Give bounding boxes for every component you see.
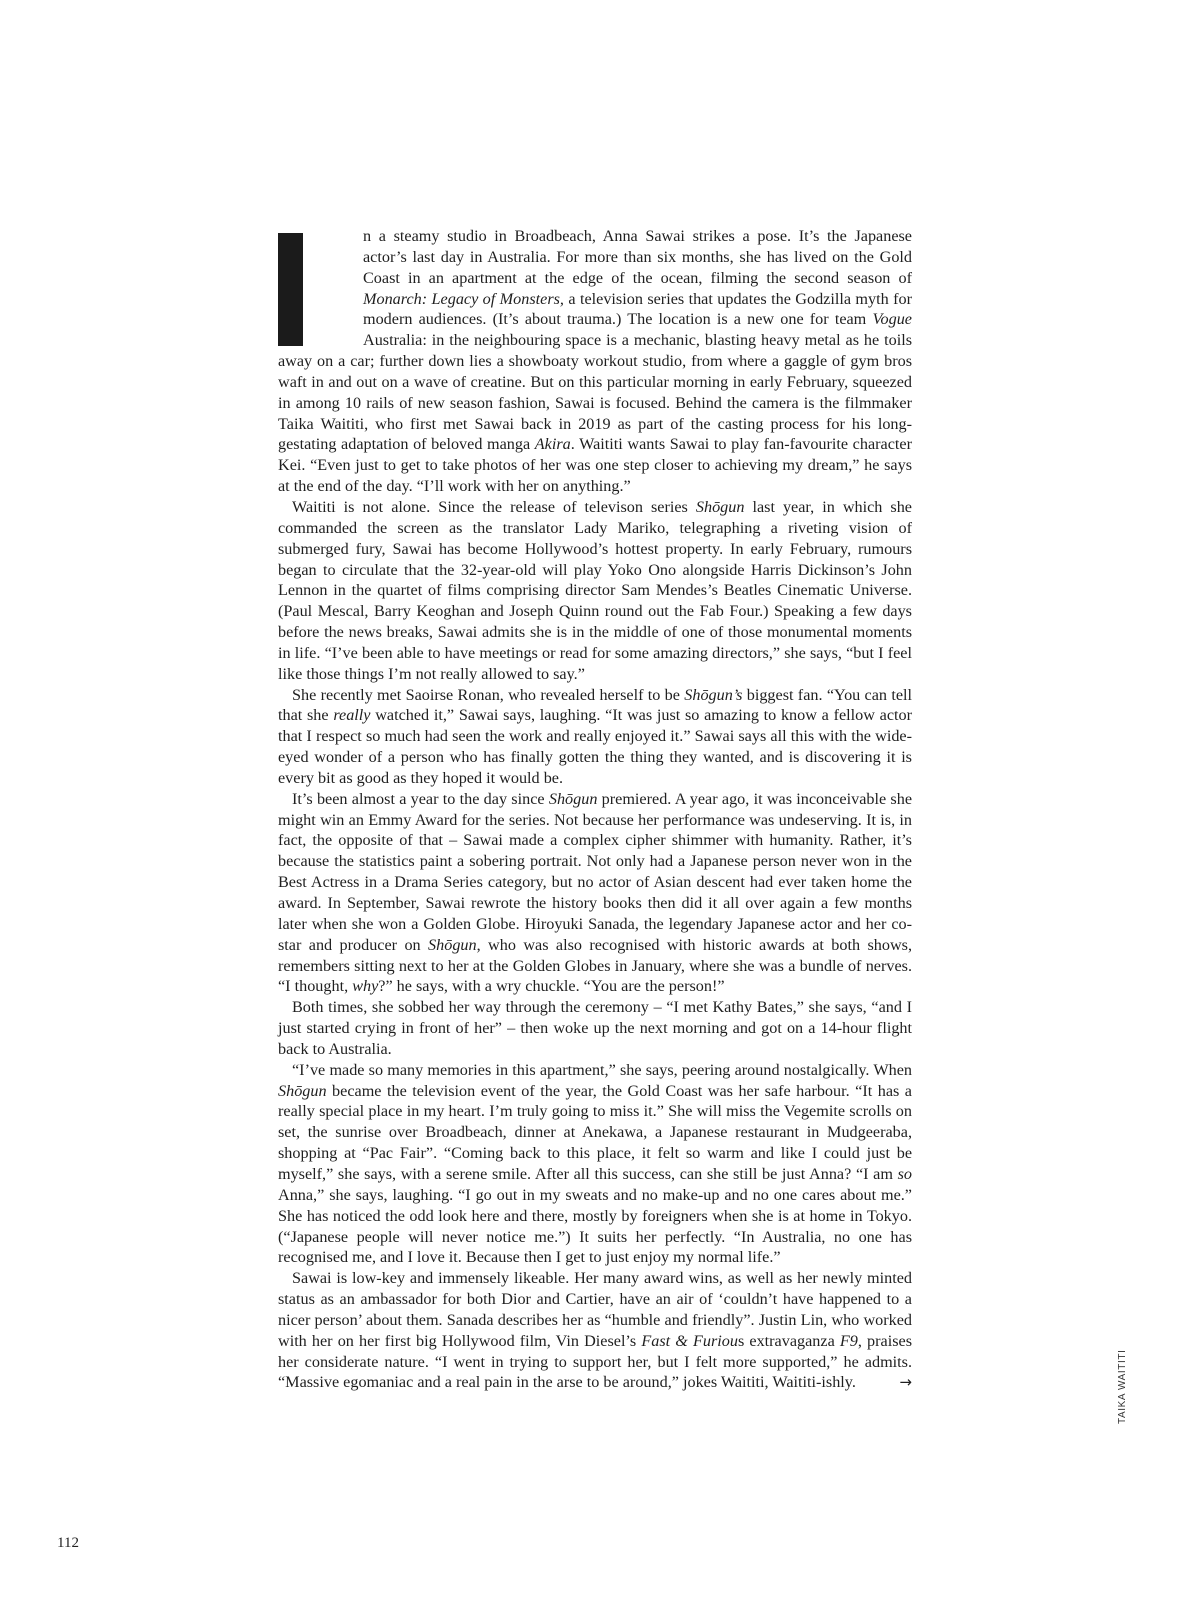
article-paragraph	[278, 226, 912, 497]
paragraph-7-text: Sawai is low-key and immensely likeable. Her many award wins, as well as her newly minted status as an ambassador for both Dior and Cartier, have an air of ‘couldn’t have happened to a nicer person’ about them. Sanada describes her as “humble and friendly”. Justin Lin, who worked with her on her first big Hollywood film, Vin Diesel’s Fast & Furious extravaganza F9, praises her considerate nature. “I went in trying to support her, but I felt more supported,” he admits. “Massive egomaniac and a real pain in the arse to be around,” jokes Waititi, Waititi-ishly.	[278, 1269, 912, 1392]
italic-run: Shōgun	[278, 1081, 327, 1100]
photo-credit: TAIKA WAITITI	[1117, 1349, 1128, 1424]
continue-arrow-icon: →	[899, 1373, 912, 1392]
drop-cap	[278, 233, 303, 346]
italic-run: Vogue	[872, 310, 912, 329]
article-paragraph: Both times, she sobbed her way through the ceremony – “I met Kathy Bates,” she says, “and I just started crying in front of her” – then woke up the next morning and got on a 14-hour flight back to Australia.	[278, 998, 912, 1058]
italic-run: Shōgun	[695, 497, 745, 516]
italic-run: F9	[839, 1331, 858, 1350]
italic-run: Monarch: Legacy of Monsters,	[363, 289, 564, 308]
article-body	[278, 226, 912, 1393]
page-number: 112	[57, 1535, 79, 1551]
italic-run: so	[897, 1164, 912, 1183]
article-paragraph: “I’ve made so many memories in this apartment,” she says, peering around nostalgically. When Shōgun became the television event of the year, the Gold Coast was her safe harbour. “It has a really special place in my heart. I’m truly going to miss it.” She will miss the Vegemite scrolls on set, the sunrise over Broadbeach, dinner at Anekawa, a Japanese restaurant in Mudgeeraba, shopping at “Pac Fair”. “Coming back to this place, it felt so warm and like I could just be myself,” she says, with a serene smile. After all this success, can she still be just Anna? “I am so Anna,” she says, laughing. “I go out in my sweats and no make-up and no one cares about me.” She has noticed the odd look here and there, mostly by foreigners when she is at home in Tokyo. (“Japanese people will never notice me.”) It suits her perfectly. “In Australia, no one has recognised me, and I love it. Because then I get to just enjoy my normal life.”	[278, 1060, 912, 1267]
article-paragraph: She recently met Saoirse Ronan, who revealed herself to be Shōgun’s biggest fan. “You can tell that she really watched it,” Sawai says, laughing. “It was just so amazing to know a fellow actor that I respect so much had seen the work and really enjoyed it.” Sawai says all this with the wide-eyed wonder of a person who has finally gotten the thing they wanted, and is discovering it is every bit as good as they hoped it would be.	[278, 685, 913, 787]
article-paragraph	[278, 1268, 912, 1393]
italic-run: why	[352, 977, 379, 996]
italic-run: Shōgun	[428, 935, 477, 954]
italic-run: Shōgun	[548, 789, 598, 808]
italic-run: really	[333, 706, 371, 725]
italic-run: Akira	[534, 435, 571, 454]
article-paragraph: It’s been almost a year to the day since Shōgun premiered. A year ago, it was inconceivable she might win an Emmy Award for the series. Not because her performance was undeserving. It is, in fact, the opposite of that – Sawai made a complex cipher shimmer with humanity. Rather, it’s because the statistics paint a sobering portrait. Not only had a Japanese person never won in the Best Actress in a Drama Series category, but no actor of Asian descent had ever taken home the award. In September, Sawai rewrote the history books then did it all over again a few months later when she won a Golden Globe. Hiroyuki Sanada, the legendary Japanese actor and her co-star and producer on Shōgun, who was also recognised with historic awards at both shows, remembers sitting next to her at the Golden Globes in January, where she was a bundle of nerves. “I thought, why?” he says, with a wry chuckle. “You are the person!”	[278, 789, 913, 996]
italic-run: Fast & Furiou	[641, 1331, 738, 1350]
article-paragraph: Waititi is not alone. Since the release of televison series Shōgun last year, in which she commanded the screen as the translator Lady Mariko, telegraphing a riveting vision of submerged fury, Sawai has become Hollywood’s hottest property. In early February, rumours began to circulate that the 32-year-old will play Yoko Ono alongside Harris Dickinson’s John Lennon in the quartet of films comprising director Sam Mendes’s Beatles Cinematic Universe. (Paul Mescal, Barry Keoghan and Joseph Quinn round out the Fab Four.) Speaking a few days before the news breaks, Sawai admits she is in the middle of one of those monumental moments in life. “I’ve been able to have meetings or read for some amazing directors,” she says, “but I feel like those things I’m not really allowed to say.”	[278, 497, 912, 683]
paragraph-1-text: n a steamy studio in Broadbeach, Anna Sawai strikes a pose. It’s the Japanese actor’s last day in Australia. For more than six months, she has lived on the Gold Coast in an apartment at the edge of the ocean, filming the second season of Monarch: Legacy of Monsters, a television series that updates the Godzilla myth for modern audiences. (It’s about trauma.) The location is a new one for team Vogue Australia: in the neighbouring space is a mechanic, blasting heavy metal as he toils away on a car; further down lies a showboaty workout studio, from where a gaggle of gym bros waft in and out on a wave of creatine. But on this particular morning in early February, squeezed in among 10 rails of new season fashion, Sawai is focused. Behind the camera is the filmmaker Taika Waititi, who first met Sawai back in 2019 as part of the casting process for his long-gestating adaptation of beloved manga Akira. Waititi wants Sawai to play fan-favourite character Kei. “Even just to get to take photos of her was one step closer to achieving my dream,” he says at the end of the day. “I’ll work with her on anything.”	[278, 227, 912, 496]
italic-run: Shōgun’s	[684, 685, 743, 704]
